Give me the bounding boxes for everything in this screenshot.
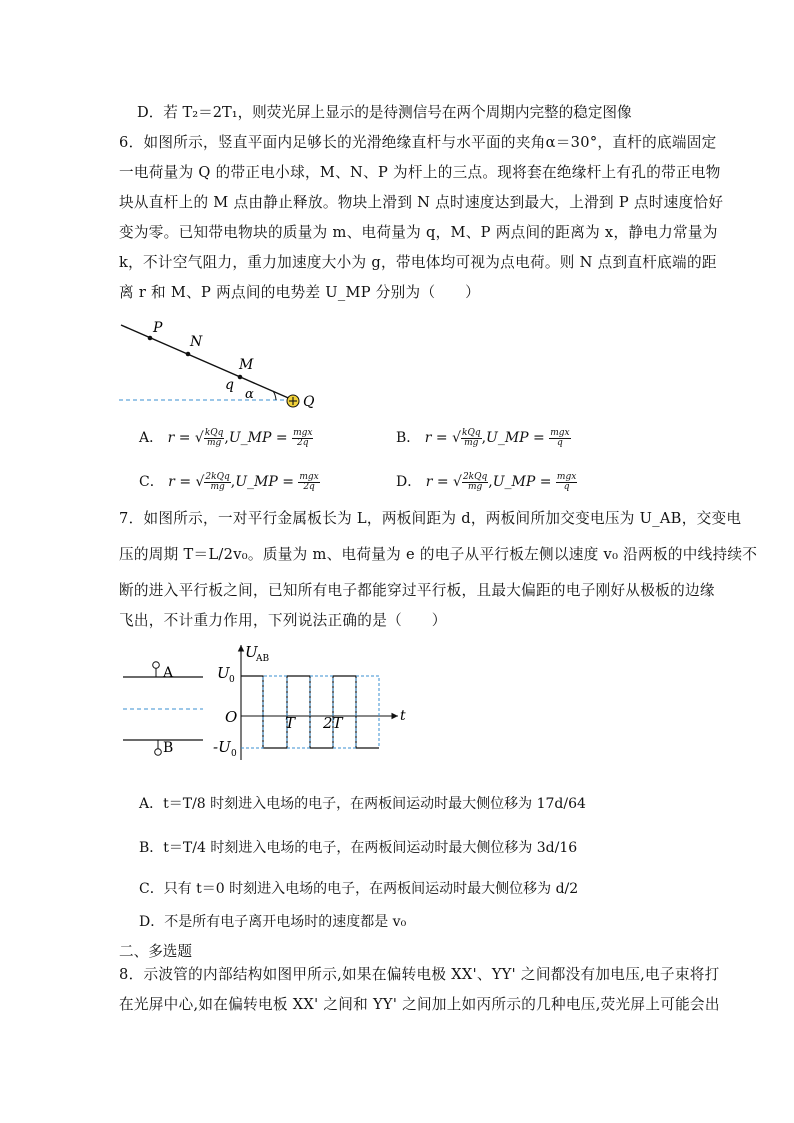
q6-stem-line-3: 块从直杆上的 M 点由静止释放。物块上滑到 N 点时速度达到最大，上滑到 P 点时速度恰好 — [119, 194, 724, 211]
label-q-small: q — [225, 377, 234, 393]
label-uab: U — [245, 643, 258, 661]
insulating-rod — [121, 325, 293, 400]
label-u0-sub: 0 — [229, 675, 235, 685]
q7-option-d: D．不是所有电子离开电场时的速度都是 v₀ — [139, 914, 407, 930]
label-u0: U — [217, 664, 230, 682]
point-n-dot — [186, 352, 191, 357]
label-q-big: Q — [303, 394, 315, 410]
label-2t: 2T — [323, 714, 343, 732]
q6-stem-line-1: 6．如图所示，竖直平面内足够长的光滑绝缘直杆与水平面的夹角α＝30°，直杆的底端固定 — [119, 134, 717, 151]
q8-stem-line-1: 8．示波管的内部结构如图甲所示,如果在偏转电极 XX'、YY' 之间都没有加电压,电子束将打 — [119, 966, 720, 983]
label-m: M — [239, 357, 254, 373]
q7-stem-line-4: 飞出，不计重力作用，下列说法正确的是（ ） — [119, 612, 447, 629]
label-a: A — [163, 665, 174, 681]
point-p-dot — [148, 336, 153, 341]
q6-stem-line-2: 一电荷量为 Q 的带正电小球，M、N、P 为杆上的三点。现将套在绝缘杆上有孔的带正电物 — [119, 164, 721, 181]
q6-figure — [115, 315, 330, 415]
q7-option-b: B．t＝T/4 时刻进入电场的电子，在两板间运动时最大侧位移为 3d/16 — [139, 840, 578, 856]
q8-stem-line-2: 在光屏中心,如在偏转电板 XX' 之间和 YY' 之间加上如丙所示的几种电压,荧光屏上可能会出 — [119, 996, 720, 1013]
q6-option-b: B． r = √ $\frac{\text{kQq}}{mg}$ ,U_MP = $\frac{\text{mgx}}{q}$ — [396, 427, 570, 448]
label-neg-u0: -U — [213, 738, 231, 756]
q6-stem-line-4: 变为零。已知带电物块的质量为 m、电荷量为 q，M、P 两点间的距离为 x，静电力常量为 — [119, 224, 718, 241]
label-alpha: α — [245, 387, 254, 402]
q7-stem-line-1: 7．如图所示，一对平行金属板长为 L，两板间距为 d，两板间所加交变电压为 U_AB，交变电 — [119, 510, 742, 527]
q6-stem-line-6: 离 r 和 M、P 两点间的电势差 U_MP 分别为（ ） — [119, 284, 481, 301]
q6-option-a: A． r = √ $\frac{\text{kQq}}{mg}$ ,U_MP = $\frac{\text{mgx}}{2q}$ — [139, 427, 313, 448]
terminal-b — [155, 749, 162, 756]
q7-option-c: C．只有 t＝0 时刻进入电场的电子，在两板间运动时最大侧位移为 d/2 — [139, 881, 579, 897]
terminal-a — [153, 662, 160, 669]
label-t: T — [285, 714, 296, 732]
q7-stem-line-3: 断的进入平行板之间，已知所有电子都能穿过平行板，且最大偏距的电子刚好从极板的边缘 — [119, 582, 715, 599]
q6-option-c: C． r = √ $\frac{\text{2kQq}}{mg}$ ,U_MP = $\frac{\text{mgx}}{2q}$ — [139, 471, 319, 492]
label-n: N — [190, 334, 203, 350]
square-wave — [241, 676, 379, 748]
label-p: P — [153, 320, 163, 336]
q6-option-d: D． r = √ $\frac{\text{2kQq}}{mg}$ ,U_MP = $\frac{\text{mgx}}{q}$ — [396, 471, 577, 492]
point-m-dot — [238, 375, 243, 380]
q7-voltage-graph — [213, 640, 413, 770]
label-t-axis: t — [400, 708, 406, 724]
section-multiple-choice-heading: 二、多选题 — [119, 943, 192, 960]
label-b: B — [163, 740, 174, 756]
q5-option-d: D．若 T₂＝2T₁，则荧光屏上显示的是待测信号在两个周期内完整的稳定图像 — [137, 104, 632, 121]
label-uab-sub: AB — [256, 654, 270, 664]
label-origin: O — [225, 708, 238, 726]
q7-stem-line-2: 压的周期 T＝L/2v₀。质量为 m、电荷量为 e 的电子从平行板左侧以速度 v₀ 沿两板的中线持续不 — [119, 546, 758, 563]
q7-plates-figure — [118, 655, 213, 760]
q7-option-a: A．t＝T/8 时刻进入电场的电子，在两板间运动时最大侧位移为 17d/64 — [139, 796, 586, 812]
label-neg-u0-sub: 0 — [231, 749, 237, 759]
q6-stem-line-5: k，不计空气阻力，重力加速度大小为 g，带电体均可视为点电荷。则 N 点到直杆底端的距 — [119, 254, 717, 271]
